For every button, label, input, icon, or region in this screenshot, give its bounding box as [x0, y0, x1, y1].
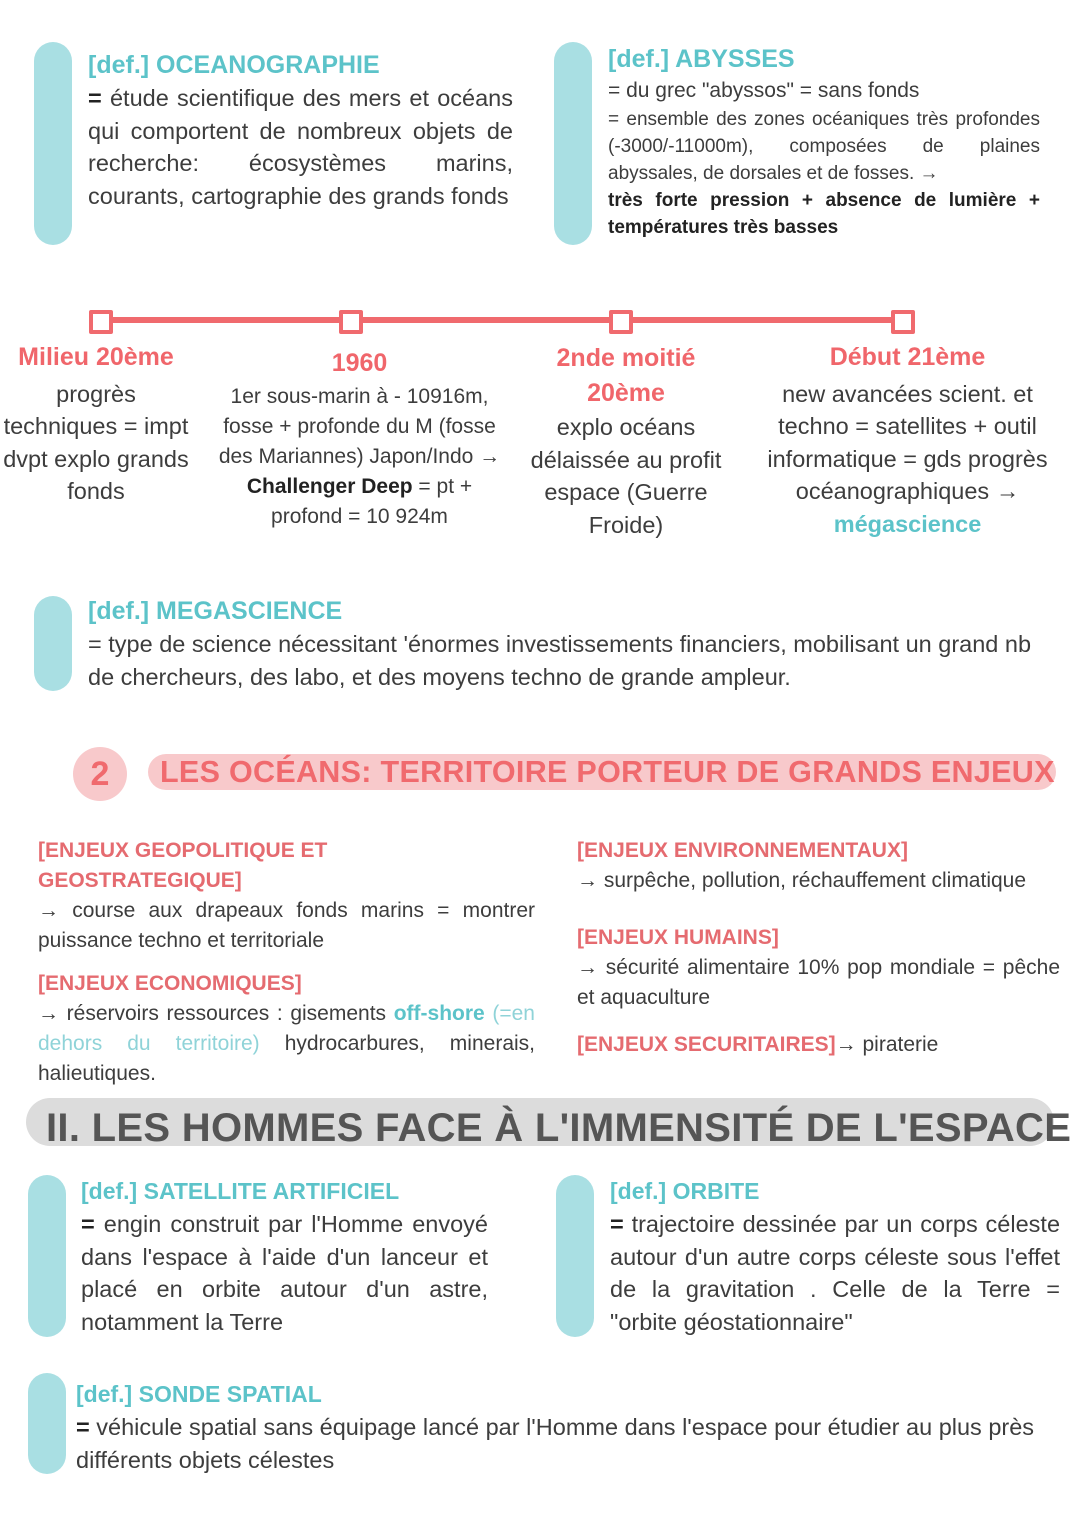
accent-bar-orbite [556, 1175, 594, 1337]
def-sonde [76, 1378, 1060, 1477]
timeline-node-1 [89, 310, 113, 334]
def-oceanographie-body: étude scientifique des mers et océans qui comportent de nombreux objets de recherche: écosystèmes marins, courants, cartographie des grands fonds [88, 85, 513, 209]
timeline-text: new avancées scient. et techno = satellites + outil informatique = gds progrès océanographiques [767, 380, 1048, 504]
enjeu-geo-text: → course aux drapeaux fonds marins = montrer puissance techno et territoriale [38, 899, 535, 952]
accent-bar-satellite [28, 1175, 66, 1337]
def-megascience-title: [def.] MEGASCIENCE [88, 597, 343, 625]
def-sonde-body: véhicule spatial sans équipage lancé par l'Homme dans l'espace pour étudier au plus près différents objets célestes [76, 1414, 1035, 1473]
enjeu-sec-text: → piraterie [835, 1033, 939, 1056]
enjeu-eco-text [38, 999, 535, 1089]
eq-sign: = [81, 1211, 95, 1237]
timeline-node-4 [891, 310, 915, 334]
timeline-bold: Challenger Deep [246, 475, 413, 498]
enjeu-geo-title: [ENJEUX GEOPOLITIQUE ET GEOSTRATEGIQUE] [38, 839, 328, 892]
def-megascience-text: = type de science nécessitant 'énormes investissements financiers, mobilisant un grand nb de chercheurs, des labo, et des moyens techno de grande ampleur. [88, 631, 1032, 690]
timeline-item-1 [0, 341, 192, 508]
def-orbite-title: [def.] ORBITE [610, 1178, 760, 1204]
def-abysses [608, 42, 1040, 241]
timeline-text: explo océans délaissée au profit espace (Guerre Froide) [530, 414, 722, 538]
timeline-node-2 [339, 310, 363, 334]
enjeu-sec-title: [ENJEUX SECURITAIRES] [577, 1033, 836, 1056]
offshore-term: off-shore [393, 1002, 485, 1025]
def-orbite-body: trajectoire dessinée par un corps céleste autour d'un autre corps céleste sous l'effet de la gravitation . Celle de la Terre = "orbite géostationnaire" [610, 1211, 1061, 1335]
def-abysses-line2: = ensemble des zones océaniques très profondes (-3000/-11000m), composées de plaines abyssales, de dorsales et de fosses. → [608, 109, 1040, 184]
def-satellite-title: [def.] SATELLITE ARTIFICIEL [81, 1178, 400, 1204]
timeline-arrow: → [995, 478, 1020, 504]
enjeux-left [38, 836, 535, 1089]
def-abysses-line1: = du grec "abyssos" = sans fonds [608, 79, 920, 102]
accent-bar-oceanographie [34, 42, 72, 245]
def-abysses-bold: très forte pression + absence de lumière + températures très basses [608, 190, 1040, 238]
enjeux-right [577, 836, 1060, 1062]
enjeu-eco-title: [ENJEUX ECONOMIQUES] [38, 972, 302, 995]
timeline-arrow: → [479, 445, 501, 468]
enjeu-eco-text-a: → réservoirs ressources : gisements [38, 1002, 387, 1025]
def-oceanographie-text [88, 82, 513, 212]
def-abysses-title: [def.] ABYSSES [608, 45, 795, 73]
timeline-item-2 [212, 348, 507, 532]
def-sonde-title: [def.] SONDE SPATIAL [76, 1381, 322, 1407]
timeline-line [100, 317, 905, 323]
def-satellite-body: engin construit par l'Homme envoyé dans l'espace à l'aide d'un lanceur et placé en orbite autour d'un astre, notamment la Terre [81, 1211, 488, 1335]
eq-sign: = [610, 1211, 624, 1237]
timeline-text: progrès techniques = impt dvpt explo grands fonds [3, 380, 189, 504]
enjeu-env-title: [ENJEUX ENVIRONNEMENTAUX] [577, 839, 908, 862]
timeline-node-3 [609, 310, 633, 334]
enjeu-hum-text: → sécurité alimentaire 10% pop mondiale = pêche et aquaculture [577, 956, 1060, 1009]
def-sonde-text [76, 1411, 1060, 1477]
part2-title: II. LES HOMMES FACE À L'IMMENSITÉ DE L'ESPACE [46, 1106, 1072, 1150]
timeline-date: Milieu 20ème [18, 343, 174, 371]
timeline-accent: mégascience [833, 510, 982, 537]
enjeu-eco-text-b: hydrocarbures, minerais, halieutiques. [38, 1032, 535, 1085]
eq-sign: = [88, 85, 102, 111]
def-satellite-text [81, 1208, 488, 1338]
enjeu-hum-title: [ENJEUX HUMAINS] [577, 926, 779, 949]
accent-bar-sonde [28, 1373, 66, 1474]
def-satellite [81, 1175, 488, 1338]
accent-bar-megascience [34, 596, 72, 691]
timeline-date: 2nde moitié 20ème [556, 344, 696, 407]
timeline-text: 1er sous-marin à - 10916m, fosse + profonde du M (fosse des Mariannes) Japon/Indo [218, 385, 496, 468]
def-oceanographie-title: [def.] OCEANOGRAPHIE [88, 51, 380, 79]
def-orbite-text [610, 1208, 1060, 1338]
def-oceanographie [88, 48, 513, 212]
timeline-item-3 [520, 341, 732, 541]
offshore-note: (=en dehors du territoire) [38, 1002, 535, 1055]
accent-bar-abysses [554, 42, 592, 245]
section-number: 2 [90, 755, 110, 793]
enjeu-env-text: → surpêche, pollution, réchauffement climatique [577, 869, 1027, 892]
timeline-date: Début 21ème [829, 343, 986, 371]
def-orbite [610, 1175, 1060, 1338]
timeline-text-after: = pt + profond = 10 924m [271, 475, 473, 528]
enjeu-sec [577, 1030, 1060, 1062]
def-megascience [88, 594, 1058, 694]
timeline-item-4 [755, 341, 1060, 540]
timeline-date: 1960 [331, 349, 388, 377]
section-title: LES OCÉANS: TERRITOIRE PORTEUR DE GRANDS ENJEUX [160, 755, 1055, 789]
eq-sign: = [76, 1414, 90, 1440]
